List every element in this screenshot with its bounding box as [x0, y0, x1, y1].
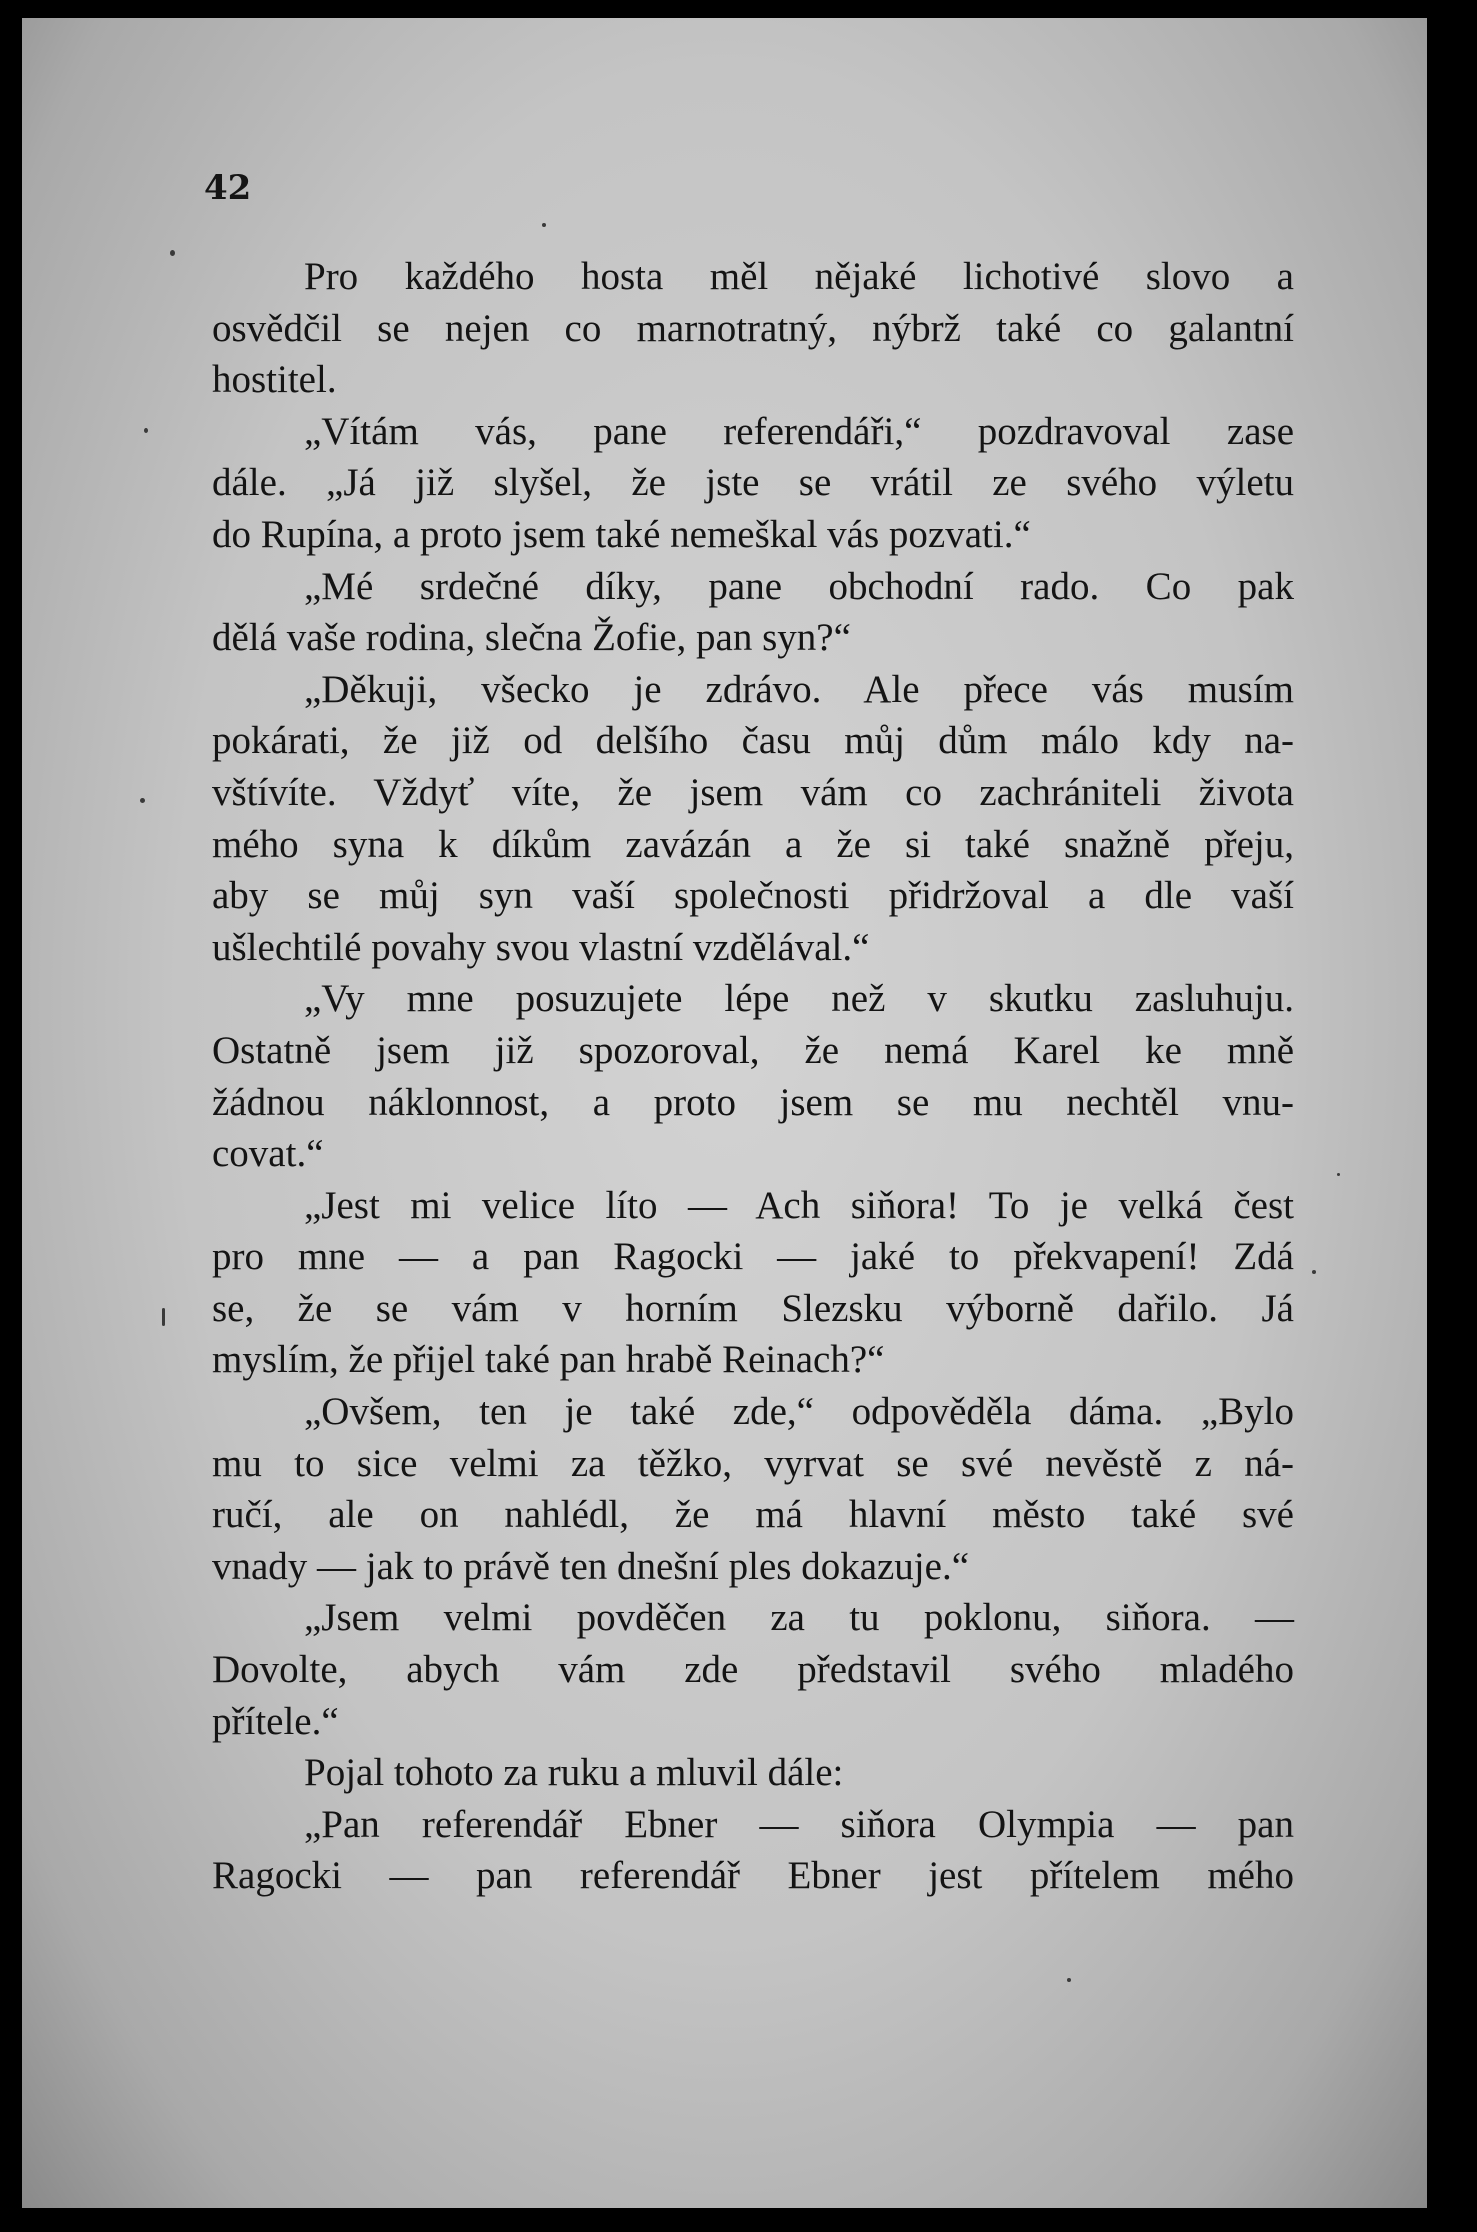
text-line: Pojal tohoto za ruku a mluvil dále:: [304, 1751, 844, 1795]
print-speck: [144, 428, 148, 433]
text-line: „Jest mi velice líto — Ach siňora! To je velká čest: [304, 1183, 1294, 1227]
text-line: vštívíte. Vždyť víte, že jsem vám co zachrániteli života: [212, 770, 1294, 814]
text-line: ušlechtilé povahy svou vlastní vzdělával.“: [212, 925, 870, 969]
print-speck: [162, 1308, 165, 1326]
text-line: Pro každého hosta měl nějaké lichotivé slovo a: [304, 255, 1294, 298]
text-line: aby se můj syn vaší společnosti přidržoval a dle vaší: [212, 874, 1294, 918]
text-line: myslím, že přijel také pan hrabě Reinach?“: [212, 1338, 885, 1382]
text-line: „Mé srdečné díky, pane obchodní rado. Co pak: [304, 564, 1294, 608]
text-line: dále. „Já již slyšel, že jste se vrátil ze svého výletu: [212, 461, 1294, 505]
text-line: covat.“: [212, 1132, 324, 1176]
text-line: „Pan referendář Ebner — siňora Olympia — pan: [304, 1802, 1294, 1846]
text-line: vnady — jak to právě ten dnešní ples dokazuje.“: [212, 1544, 970, 1588]
text-line: osvědčil se nejen co marnotratný, nýbrž také co galantní: [212, 306, 1294, 350]
print-speck: [170, 250, 175, 256]
text-line: do Rupína, a proto jsem také nemeškal vás pozvati.“: [212, 512, 1031, 556]
text-line: pokárati, že již od delšího času můj dům málo kdy na-: [212, 719, 1294, 763]
text-line: Ostatně jsem již spozoroval, že nemá Karel ke mně: [212, 1028, 1294, 1072]
text-line: přítele.“: [212, 1699, 339, 1743]
text-line: Ragocki — pan referendář Ebner jest přítelem mého: [212, 1854, 1294, 1898]
text-line: ručí, ale on nahlédl, že má hlavní město také své: [212, 1493, 1294, 1537]
print-speck: [1067, 1978, 1071, 1982]
print-speck: [140, 798, 145, 803]
text-line: Dovolte, abych vám zde představil svého mladého: [212, 1648, 1294, 1692]
print-speck: [542, 223, 546, 227]
text-line: žádnou náklonnost, a proto jsem se mu nechtěl vnu-: [212, 1080, 1294, 1124]
text-line: pro mne — a pan Ragocki — jaké to překvapení! Zdá: [212, 1235, 1294, 1279]
book-page: [22, 18, 1427, 2208]
text-line: mého syna k díkům zavázán a že si také snažně přeju,: [212, 822, 1294, 866]
text-line: „Vítám vás, pane referendáři,“ pozdravoval zase: [304, 409, 1294, 453]
text-line: „Jsem velmi povděčen za tu poklonu, siňora. —: [304, 1596, 1294, 1640]
text-line: dělá vaše rodina, slečna Žofie, pan syn?“: [212, 616, 851, 660]
body-text: [212, 251, 1294, 1902]
text-line: hostitel.: [212, 358, 337, 402]
text-line: „Vy mne posuzujete lépe než v skutku zasluhuju.: [304, 977, 1294, 1021]
text-line: „Ovšem, ten je také zde,“ odpověděla dáma. „Bylo: [304, 1390, 1294, 1434]
print-speck: [1337, 1173, 1340, 1176]
print-speck: [1312, 1270, 1316, 1274]
text-line: se, že se vám v horním Slezsku výborně dařilo. Já: [212, 1286, 1294, 1330]
text-line: mu to sice velmi za těžko, vyrvat se své nevěstě z ná-: [212, 1441, 1294, 1485]
text-line: „Děkuji, všecko je zdrávo. Ale přece vás musím: [304, 667, 1294, 711]
page-number: 42: [204, 168, 252, 208]
